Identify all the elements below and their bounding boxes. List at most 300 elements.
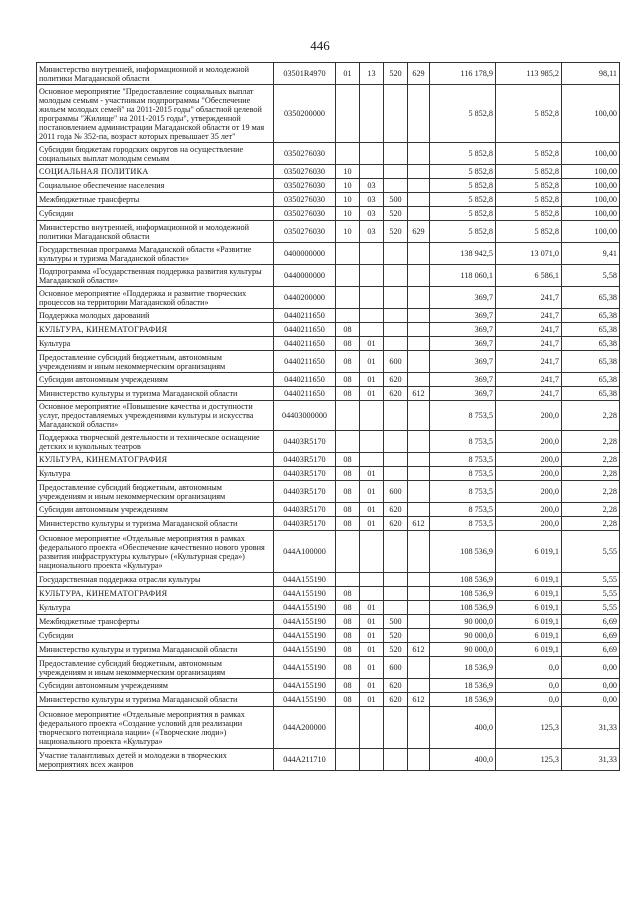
row-section-cell: 08 — [336, 615, 360, 629]
table-row — [37, 707, 620, 749]
row-fact-cell: 113 985,2 — [496, 63, 562, 85]
row-percent-cell: 6,69 — [562, 615, 620, 629]
row-plan-cell: 369,7 — [430, 387, 496, 401]
row-admin-cell — [408, 323, 430, 337]
row-fact-cell: 241,7 — [496, 287, 562, 309]
row-expense-type-cell: 620 — [384, 373, 408, 387]
table-row — [37, 287, 620, 309]
row-plan-cell: 90 000,0 — [430, 615, 496, 629]
table-row — [37, 693, 620, 707]
row-section-cell: 08 — [336, 601, 360, 615]
row-name-cell: Предоставление субсидий бюджетным, автономным учреждениям и иным некоммерческим организациям — [37, 481, 274, 503]
row-section-cell — [336, 265, 360, 287]
row-fact-cell: 5 852,8 — [496, 143, 562, 165]
row-code-cell: 04403R5170 — [274, 453, 336, 467]
row-code-cell: 0440000000 — [274, 265, 336, 287]
row-plan-cell: 5 852,8 — [430, 193, 496, 207]
row-fact-cell: 241,7 — [496, 373, 562, 387]
table-row — [37, 503, 620, 517]
row-name-cell: Подпрограмма «Государственная поддержка развития культуры Магаданской области» — [37, 265, 274, 287]
row-admin-cell — [408, 481, 430, 503]
table-row — [37, 401, 620, 431]
table-row — [37, 221, 620, 243]
row-name-cell: Межбюджетные трансферты — [37, 193, 274, 207]
row-admin-cell: 612 — [408, 643, 430, 657]
row-percent-cell: 2,28 — [562, 503, 620, 517]
row-plan-cell: 400,0 — [430, 707, 496, 749]
row-fact-cell: 6 019,1 — [496, 629, 562, 643]
row-code-cell: 04403R5170 — [274, 517, 336, 531]
row-plan-cell: 369,7 — [430, 287, 496, 309]
row-fact-cell: 6 019,1 — [496, 573, 562, 587]
row-code-cell: 044A155190 — [274, 573, 336, 587]
row-code-cell: 04403R5170 — [274, 503, 336, 517]
row-name-cell: Предоставление субсидий бюджетным, автономным учреждениям и иным некоммерческим организациям — [37, 657, 274, 679]
row-admin-cell — [408, 453, 430, 467]
row-name-cell: Межбюджетные трансферты — [37, 615, 274, 629]
row-fact-cell: 5 852,8 — [496, 179, 562, 193]
row-code-cell: 0350276030 — [274, 207, 336, 221]
row-code-cell: 0440211650 — [274, 337, 336, 351]
row-code-cell: 044A155190 — [274, 643, 336, 657]
row-expense-type-cell — [384, 143, 408, 165]
row-expense-type-cell — [384, 165, 408, 179]
row-subsection-cell: 01 — [360, 601, 384, 615]
row-subsection-cell — [360, 401, 384, 431]
row-name-cell: Министерство внутренней, информационной и молодежной политики Магаданской области — [37, 63, 274, 85]
row-fact-cell: 200,0 — [496, 517, 562, 531]
row-plan-cell: 5 852,8 — [430, 207, 496, 221]
row-fact-cell: 6 586,1 — [496, 265, 562, 287]
row-expense-type-cell: 520 — [384, 629, 408, 643]
row-percent-cell: 2,28 — [562, 453, 620, 467]
row-code-cell: 0350276030 — [274, 179, 336, 193]
row-percent-cell: 0,00 — [562, 679, 620, 693]
row-admin-cell: 629 — [408, 63, 430, 85]
table-row — [37, 517, 620, 531]
row-percent-cell: 100,00 — [562, 193, 620, 207]
row-plan-cell: 8 753,5 — [430, 481, 496, 503]
row-fact-cell: 125,3 — [496, 749, 562, 771]
row-percent-cell: 31,33 — [562, 707, 620, 749]
row-fact-cell: 5 852,8 — [496, 193, 562, 207]
row-percent-cell: 5,55 — [562, 573, 620, 587]
row-admin-cell — [408, 193, 430, 207]
table-row — [37, 387, 620, 401]
row-expense-type-cell: 620 — [384, 517, 408, 531]
row-subsection-cell — [360, 143, 384, 165]
row-percent-cell: 5,55 — [562, 531, 620, 573]
row-code-cell: 044A155190 — [274, 679, 336, 693]
row-admin-cell — [408, 749, 430, 771]
row-subsection-cell: 01 — [360, 387, 384, 401]
row-percent-cell: 9,41 — [562, 243, 620, 265]
row-admin-cell — [408, 615, 430, 629]
row-admin-cell — [408, 373, 430, 387]
row-code-cell: 04403R5170 — [274, 467, 336, 481]
row-plan-cell: 8 753,5 — [430, 517, 496, 531]
row-name-cell: КУЛЬТУРА, КИНЕМАТОГРАФИЯ — [37, 323, 274, 337]
row-fact-cell: 200,0 — [496, 503, 562, 517]
row-admin-cell — [408, 309, 430, 323]
table-row — [37, 143, 620, 165]
row-expense-type-cell — [384, 323, 408, 337]
row-fact-cell: 5 852,8 — [496, 85, 562, 143]
table-row — [37, 601, 620, 615]
row-fact-cell: 241,7 — [496, 309, 562, 323]
row-subsection-cell — [360, 287, 384, 309]
row-section-cell: 10 — [336, 165, 360, 179]
row-percent-cell: 65,38 — [562, 323, 620, 337]
row-percent-cell: 6,69 — [562, 643, 620, 657]
row-name-cell: Субсидии автономным учреждениям — [37, 503, 274, 517]
row-subsection-cell — [360, 707, 384, 749]
row-plan-cell: 138 942,5 — [430, 243, 496, 265]
row-subsection-cell — [360, 453, 384, 467]
row-section-cell: 08 — [336, 587, 360, 601]
row-section-cell — [336, 707, 360, 749]
row-name-cell: Министерство культуры и туризма Магаданской области — [37, 693, 274, 707]
row-name-cell: Министерство культуры и туризма Магаданской области — [37, 643, 274, 657]
row-fact-cell: 200,0 — [496, 453, 562, 467]
row-percent-cell: 65,38 — [562, 351, 620, 373]
table-row — [37, 243, 620, 265]
row-section-cell — [336, 309, 360, 323]
row-admin-cell — [408, 243, 430, 265]
table-row — [37, 165, 620, 179]
row-admin-cell — [408, 143, 430, 165]
row-expense-type-cell — [384, 401, 408, 431]
row-name-cell: Основное мероприятие «Поддержка и развитие творческих процессов на территории Магаданской области» — [37, 287, 274, 309]
row-plan-cell: 5 852,8 — [430, 179, 496, 193]
row-code-cell: 0440200000 — [274, 287, 336, 309]
row-plan-cell: 108 536,9 — [430, 587, 496, 601]
row-admin-cell — [408, 531, 430, 573]
row-plan-cell: 369,7 — [430, 351, 496, 373]
row-fact-cell: 200,0 — [496, 431, 562, 453]
row-admin-cell: 612 — [408, 693, 430, 707]
row-percent-cell: 6,69 — [562, 629, 620, 643]
row-fact-cell: 241,7 — [496, 337, 562, 351]
row-name-cell: Основное мероприятие «Отдельные мероприятия в рамках федерального проекта «Обеспечение качественно нового уровня развития инфраструктуры культуры» («Культурная среда») национального проекта «Культура» — [37, 531, 274, 573]
row-section-cell: 08 — [336, 643, 360, 657]
row-name-cell: Министерство внутренней, информационной и молодежной политики Магаданской области — [37, 221, 274, 243]
row-expense-type-cell: 500 — [384, 193, 408, 207]
row-fact-cell: 6 019,1 — [496, 531, 562, 573]
row-expense-type-cell: 520 — [384, 221, 408, 243]
row-subsection-cell — [360, 573, 384, 587]
row-plan-cell: 18 536,9 — [430, 679, 496, 693]
row-code-cell: 0440211650 — [274, 373, 336, 387]
table-row — [37, 309, 620, 323]
row-fact-cell: 200,0 — [496, 401, 562, 431]
row-percent-cell: 5,55 — [562, 601, 620, 615]
row-admin-cell — [408, 629, 430, 643]
row-name-cell: Субсидии автономным учреждениям — [37, 679, 274, 693]
row-subsection-cell: 03 — [360, 193, 384, 207]
row-subsection-cell — [360, 265, 384, 287]
row-subsection-cell: 01 — [360, 481, 384, 503]
row-admin-cell — [408, 467, 430, 481]
table-row — [37, 373, 620, 387]
row-code-cell: 0440211650 — [274, 351, 336, 373]
row-admin-cell — [408, 503, 430, 517]
row-expense-type-cell — [384, 243, 408, 265]
row-percent-cell: 2,28 — [562, 467, 620, 481]
row-percent-cell: 65,38 — [562, 373, 620, 387]
row-fact-cell: 5 852,8 — [496, 165, 562, 179]
row-subsection-cell: 01 — [360, 615, 384, 629]
row-percent-cell: 100,00 — [562, 143, 620, 165]
row-plan-cell: 116 178,9 — [430, 63, 496, 85]
row-expense-type-cell — [384, 601, 408, 615]
table-row — [37, 85, 620, 143]
row-name-cell: Участие талантливых детей и молодежи в творческих мероприятиях всех жанров — [37, 749, 274, 771]
row-name-cell: Министерство культуры и туризма Магаданской области — [37, 387, 274, 401]
row-subsection-cell: 01 — [360, 503, 384, 517]
row-code-cell: 044A155190 — [274, 615, 336, 629]
row-name-cell: КУЛЬТУРА, КИНЕМАТОГРАФИЯ — [37, 587, 274, 601]
row-section-cell: 08 — [336, 373, 360, 387]
row-code-cell: 044A155190 — [274, 657, 336, 679]
table-row — [37, 337, 620, 351]
row-fact-cell: 5 852,8 — [496, 221, 562, 243]
row-code-cell: 04403000000 — [274, 401, 336, 431]
row-expense-type-cell: 520 — [384, 207, 408, 221]
row-section-cell — [336, 531, 360, 573]
row-subsection-cell — [360, 85, 384, 143]
row-fact-cell: 13 071,0 — [496, 243, 562, 265]
table-row — [37, 629, 620, 643]
row-admin-cell — [408, 265, 430, 287]
row-expense-type-cell: 600 — [384, 481, 408, 503]
row-admin-cell — [408, 657, 430, 679]
row-section-cell: 01 — [336, 63, 360, 85]
row-section-cell: 08 — [336, 693, 360, 707]
row-subsection-cell: 01 — [360, 351, 384, 373]
row-code-cell: 0440211650 — [274, 387, 336, 401]
row-subsection-cell — [360, 323, 384, 337]
row-name-cell: Основное мероприятие «Повышение качества и доступности услуг, предоставляемых учреждениями культуры и искусства Магаданской области» — [37, 401, 274, 431]
row-subsection-cell: 01 — [360, 679, 384, 693]
row-name-cell: Основное мероприятие «Отдельные мероприятия в рамках федерального проекта «Создание условий для реализации творческого потенциала нации» («Творческие люди») национального проекта «Культура» — [37, 707, 274, 749]
row-subsection-cell — [360, 309, 384, 323]
row-fact-cell: 6 019,1 — [496, 615, 562, 629]
row-name-cell: СОЦИАЛЬНАЯ ПОЛИТИКА — [37, 165, 274, 179]
row-section-cell: 10 — [336, 221, 360, 243]
row-code-cell: 04403R5170 — [274, 481, 336, 503]
table-row — [37, 431, 620, 453]
table-row — [37, 351, 620, 373]
row-admin-cell — [408, 85, 430, 143]
row-code-cell: 0350276030 — [274, 165, 336, 179]
row-plan-cell: 108 536,9 — [430, 531, 496, 573]
row-fact-cell: 125,3 — [496, 707, 562, 749]
row-section-cell — [336, 243, 360, 265]
row-percent-cell: 2,28 — [562, 481, 620, 503]
table-row — [37, 453, 620, 467]
row-subsection-cell — [360, 749, 384, 771]
row-admin-cell — [408, 573, 430, 587]
row-subsection-cell: 03 — [360, 207, 384, 221]
row-name-cell: Культура — [37, 337, 274, 351]
row-plan-cell: 90 000,0 — [430, 643, 496, 657]
row-plan-cell: 108 536,9 — [430, 573, 496, 587]
row-code-cell: 044A155190 — [274, 587, 336, 601]
row-section-cell — [336, 431, 360, 453]
row-code-cell: 0350276030 — [274, 193, 336, 207]
row-plan-cell: 8 753,5 — [430, 503, 496, 517]
row-percent-cell: 0,00 — [562, 657, 620, 679]
table-row — [37, 467, 620, 481]
table-row — [37, 323, 620, 337]
row-expense-type-cell — [384, 573, 408, 587]
row-percent-cell: 0,00 — [562, 693, 620, 707]
row-code-cell: 044A155190 — [274, 601, 336, 615]
row-expense-type-cell: 620 — [384, 693, 408, 707]
row-subsection-cell: 03 — [360, 221, 384, 243]
row-expense-type-cell: 600 — [384, 657, 408, 679]
row-section-cell: 10 — [336, 179, 360, 193]
row-plan-cell: 5 852,8 — [430, 165, 496, 179]
row-admin-cell — [408, 287, 430, 309]
row-plan-cell: 369,7 — [430, 309, 496, 323]
row-section-cell: 08 — [336, 351, 360, 373]
row-expense-type-cell — [384, 85, 408, 143]
row-subsection-cell: 01 — [360, 693, 384, 707]
row-expense-type-cell — [384, 337, 408, 351]
row-subsection-cell — [360, 587, 384, 601]
row-percent-cell: 100,00 — [562, 85, 620, 143]
row-fact-cell: 0,0 — [496, 693, 562, 707]
table-row — [37, 531, 620, 573]
row-percent-cell: 2,28 — [562, 431, 620, 453]
row-percent-cell: 5,55 — [562, 587, 620, 601]
row-plan-cell: 5 852,8 — [430, 221, 496, 243]
row-plan-cell: 8 753,5 — [430, 453, 496, 467]
table-row — [37, 749, 620, 771]
row-percent-cell: 2,28 — [562, 401, 620, 431]
row-expense-type-cell — [384, 531, 408, 573]
row-section-cell: 08 — [336, 503, 360, 517]
row-plan-cell: 369,7 — [430, 337, 496, 351]
row-expense-type-cell — [384, 453, 408, 467]
table-row — [37, 643, 620, 657]
row-expense-type-cell — [384, 309, 408, 323]
row-section-cell — [336, 749, 360, 771]
row-section-cell: 08 — [336, 517, 360, 531]
row-percent-cell: 100,00 — [562, 221, 620, 243]
row-admin-cell — [408, 707, 430, 749]
row-fact-cell: 6 019,1 — [496, 587, 562, 601]
row-section-cell: 08 — [336, 629, 360, 643]
row-admin-cell: 629 — [408, 221, 430, 243]
row-expense-type-cell: 620 — [384, 503, 408, 517]
table-row — [37, 481, 620, 503]
table-row — [37, 679, 620, 693]
row-plan-cell: 118 060,1 — [430, 265, 496, 287]
row-admin-cell — [408, 337, 430, 351]
row-section-cell: 08 — [336, 481, 360, 503]
row-fact-cell: 200,0 — [496, 481, 562, 503]
row-admin-cell: 612 — [408, 517, 430, 531]
row-expense-type-cell — [384, 707, 408, 749]
row-subsection-cell: 01 — [360, 337, 384, 351]
row-expense-type-cell: 600 — [384, 351, 408, 373]
row-fact-cell: 0,0 — [496, 679, 562, 693]
row-section-cell: 08 — [336, 679, 360, 693]
row-code-cell: 044A211710 — [274, 749, 336, 771]
row-name-cell: Основное мероприятие "Предоставление социальных выплат молодым семьям - участникам подпрограммы "Обеспечение жильем молодых семей" на 2011-2015 годы" областной целевой программы "Жилище" на 2011-2015 годы", утвержденной постановлением администрации Магаданской области от 19 мая 2011 года № 352-па, возраст которых превышает 35 лет" — [37, 85, 274, 143]
row-name-cell: Субсидии — [37, 207, 274, 221]
row-admin-cell — [408, 679, 430, 693]
row-code-cell: 044A200000 — [274, 707, 336, 749]
row-admin-cell — [408, 431, 430, 453]
row-code-cell: 044A155190 — [274, 693, 336, 707]
row-subsection-cell: 01 — [360, 657, 384, 679]
row-name-cell: КУЛЬТУРА, КИНЕМАТОГРАФИЯ — [37, 453, 274, 467]
row-percent-cell: 5,58 — [562, 265, 620, 287]
row-code-cell: 03501R4970 — [274, 63, 336, 85]
row-subsection-cell: 01 — [360, 643, 384, 657]
row-percent-cell: 100,00 — [562, 207, 620, 221]
row-section-cell: 08 — [336, 467, 360, 481]
row-subsection-cell: 01 — [360, 629, 384, 643]
row-fact-cell: 241,7 — [496, 351, 562, 373]
row-subsection-cell — [360, 165, 384, 179]
row-code-cell: 0350200000 — [274, 85, 336, 143]
row-expense-type-cell — [384, 179, 408, 193]
row-code-cell: 0400000000 — [274, 243, 336, 265]
row-fact-cell: 6 019,1 — [496, 643, 562, 657]
row-subsection-cell: 13 — [360, 63, 384, 85]
row-name-cell: Министерство культуры и туризма Магаданской области — [37, 517, 274, 531]
row-expense-type-cell — [384, 467, 408, 481]
row-admin-cell — [408, 179, 430, 193]
row-subsection-cell: 03 — [360, 179, 384, 193]
row-fact-cell: 241,7 — [496, 323, 562, 337]
row-expense-type-cell — [384, 749, 408, 771]
row-section-cell: 10 — [336, 193, 360, 207]
row-code-cell: 044A100000 — [274, 531, 336, 573]
row-admin-cell — [408, 587, 430, 601]
row-plan-cell: 108 536,9 — [430, 601, 496, 615]
table-row — [37, 587, 620, 601]
row-admin-cell — [408, 207, 430, 221]
row-section-cell — [336, 401, 360, 431]
row-section-cell: 08 — [336, 387, 360, 401]
row-percent-cell: 31,33 — [562, 749, 620, 771]
row-section-cell: 08 — [336, 323, 360, 337]
row-name-cell: Культура — [37, 601, 274, 615]
row-percent-cell: 98,11 — [562, 63, 620, 85]
row-fact-cell: 6 019,1 — [496, 601, 562, 615]
row-fact-cell: 200,0 — [496, 467, 562, 481]
row-section-cell — [336, 287, 360, 309]
row-name-cell: Государственная программа Магаданской области «Развитие культуры и туризма Магаданской области» — [37, 243, 274, 265]
row-plan-cell: 5 852,8 — [430, 85, 496, 143]
row-code-cell: 0350276030 — [274, 143, 336, 165]
row-percent-cell: 2,28 — [562, 517, 620, 531]
row-admin-cell — [408, 601, 430, 615]
row-name-cell: Государственная поддержка отрасли культуры — [37, 573, 274, 587]
row-expense-type-cell — [384, 431, 408, 453]
row-section-cell: 08 — [336, 337, 360, 351]
row-name-cell: Субсидии автономным учреждениям — [37, 373, 274, 387]
row-plan-cell: 18 536,9 — [430, 657, 496, 679]
row-percent-cell: 65,38 — [562, 287, 620, 309]
row-plan-cell: 5 852,8 — [430, 143, 496, 165]
